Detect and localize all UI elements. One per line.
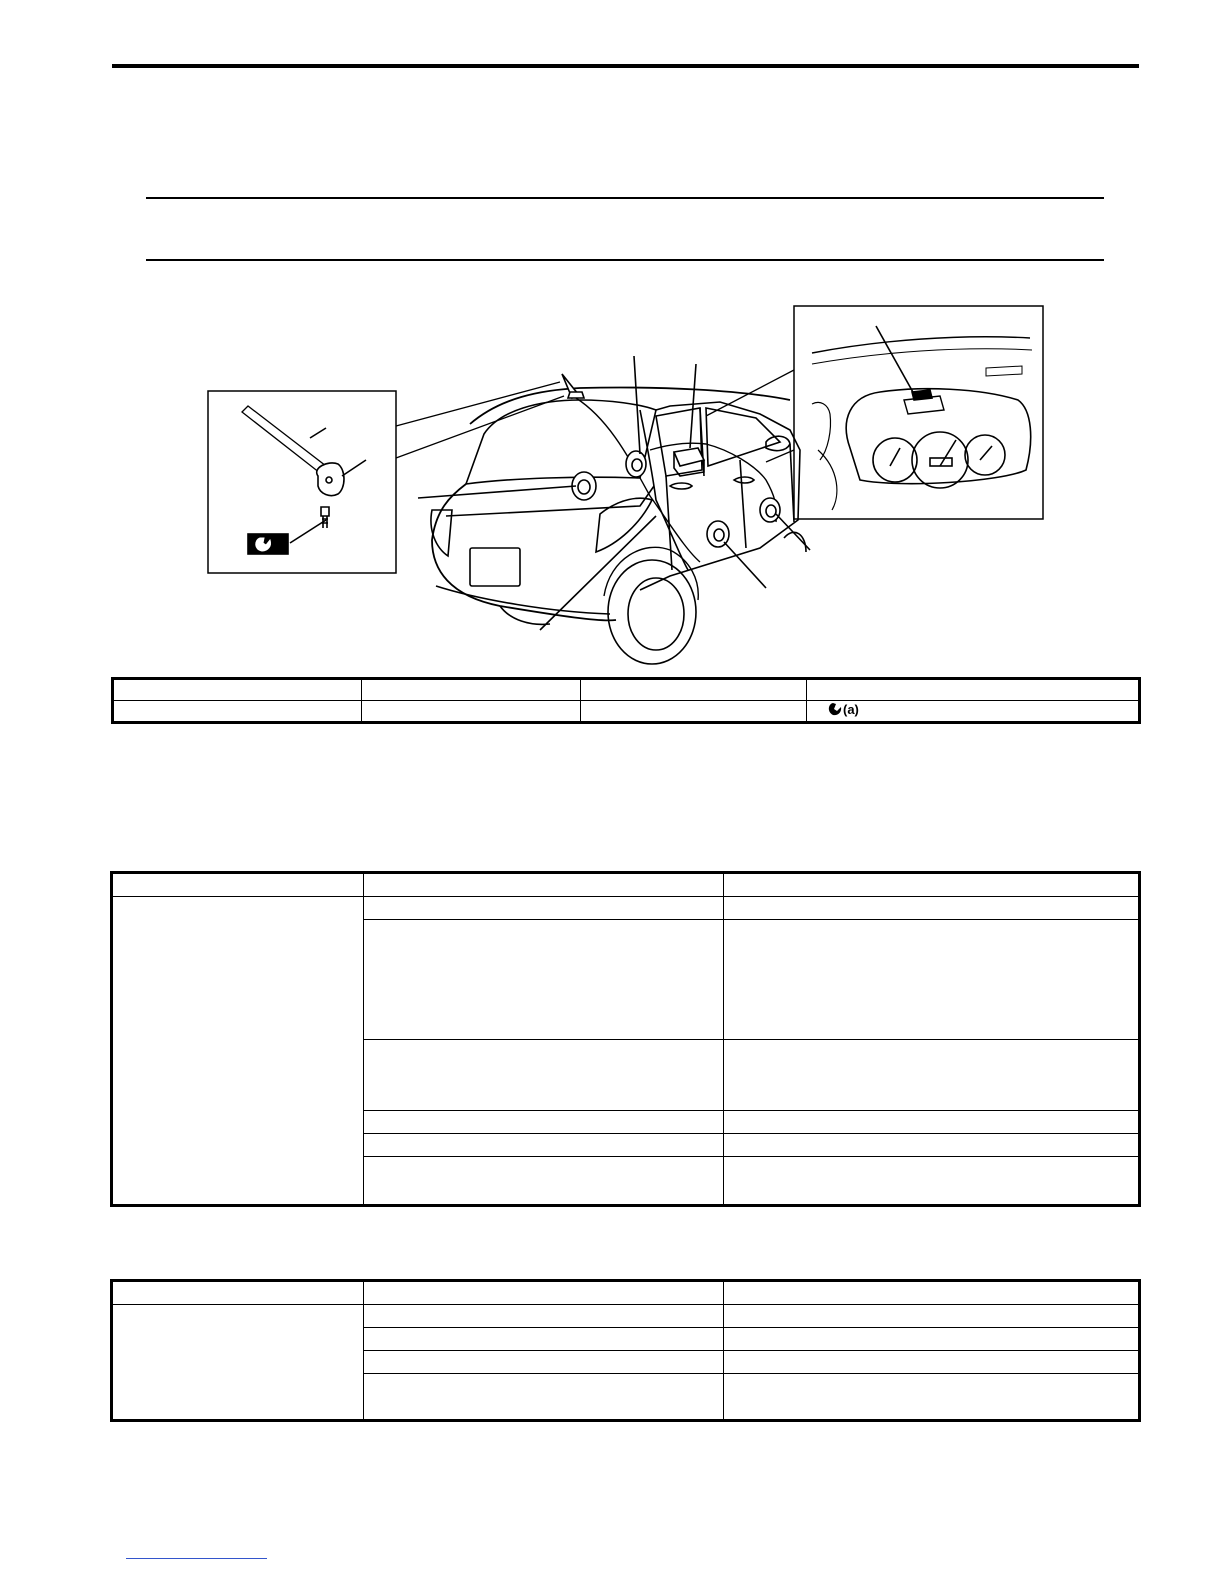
footer-link-underline[interactable] <box>126 1558 267 1559</box>
table-cell <box>724 920 1139 1040</box>
table-cell <box>724 874 1139 897</box>
header-rule <box>112 64 1139 68</box>
table-cell <box>364 1282 724 1305</box>
diagnosis-table-2-header-row <box>113 1282 1139 1305</box>
table-cell <box>724 1351 1139 1374</box>
table-cell <box>113 897 364 1205</box>
torque-table-header-row <box>114 680 1139 701</box>
table-cell <box>114 701 362 722</box>
table-cell <box>724 1282 1139 1305</box>
torque-reference-label: (a) <box>843 702 859 717</box>
table-cell <box>364 874 724 897</box>
table-cell <box>364 1351 724 1374</box>
table-cell <box>581 680 807 701</box>
table-cell <box>362 680 581 701</box>
torque-table-row <box>114 701 1139 722</box>
table-cell <box>362 701 581 722</box>
table-cell <box>581 701 807 722</box>
wrench-icon <box>827 702 843 718</box>
table-cell <box>807 701 1139 722</box>
radio-system-component-diagram <box>200 300 1050 670</box>
table-cell <box>364 1328 724 1351</box>
table-cell <box>364 1111 724 1134</box>
diagnosis-table-1 <box>112 873 1139 1205</box>
table-row <box>113 1305 1139 1328</box>
table-cell <box>114 680 362 701</box>
table-cell <box>364 920 724 1040</box>
table-cell <box>724 1374 1139 1420</box>
table-cell <box>724 1111 1139 1134</box>
table-cell <box>364 1134 724 1157</box>
table-row <box>113 897 1139 920</box>
torque-reference <box>827 702 859 718</box>
table-cell <box>364 1157 724 1205</box>
table-cell <box>724 1305 1139 1328</box>
table-cell <box>724 897 1139 920</box>
table-cell <box>724 1328 1139 1351</box>
table-cell <box>724 1157 1139 1205</box>
dashboard-detail-inset <box>794 306 1043 519</box>
table-cell <box>113 1282 364 1305</box>
table-cell <box>724 1040 1139 1111</box>
table-cell <box>724 1134 1139 1157</box>
table-cell <box>364 897 724 920</box>
table-cell <box>364 1040 724 1111</box>
table-cell <box>807 680 1139 701</box>
table-cell <box>113 874 364 897</box>
table-cell <box>364 1374 724 1420</box>
table-cell <box>364 1305 724 1328</box>
car-illustration <box>418 356 810 664</box>
note-top-rule <box>146 197 1104 199</box>
diagnosis-table-1-header-row <box>113 874 1139 897</box>
note-bottom-rule <box>146 259 1104 261</box>
antenna-detail-inset <box>208 391 396 573</box>
diagnosis-table-2 <box>112 1281 1139 1420</box>
table-cell <box>113 1305 364 1420</box>
torque-table <box>113 679 1139 722</box>
